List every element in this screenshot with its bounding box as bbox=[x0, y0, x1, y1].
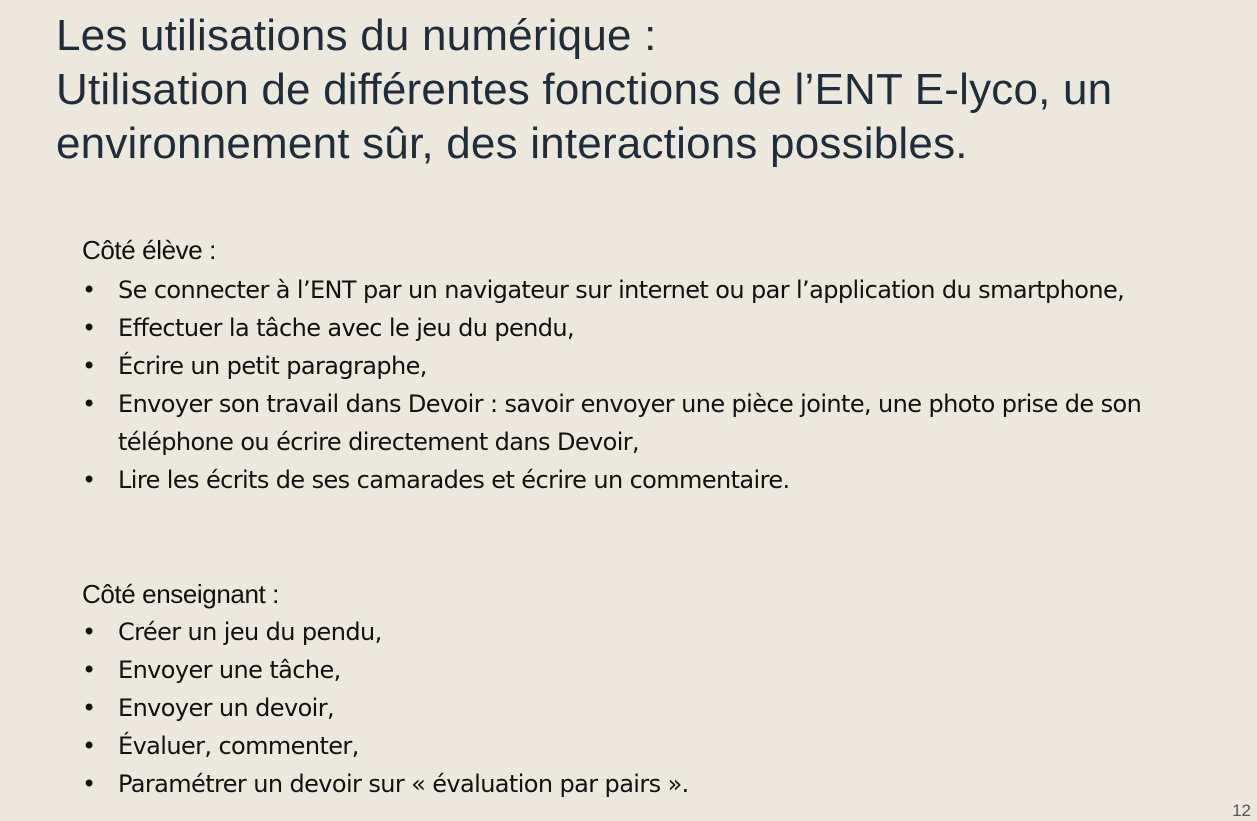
list-item-text: Se connecter à l’ENT par un navigateur sur internet ou par l’application du smartphone, bbox=[118, 276, 1125, 304]
list-item bbox=[82, 309, 1247, 347]
list-item bbox=[82, 689, 1247, 727]
list-item bbox=[82, 727, 1247, 765]
bullet-icon: • bbox=[82, 618, 96, 646]
list-item bbox=[82, 651, 1247, 689]
list-item bbox=[82, 613, 1247, 651]
list-item-text: Évaluer, commenter, bbox=[118, 732, 359, 760]
list-item-text: Envoyer un devoir, bbox=[118, 694, 335, 722]
section-heading-eleve: Côté élève : bbox=[82, 235, 216, 265]
list-item-text: Envoyer son travail dans Devoir : savoir envoyer une pièce jointe, une photo prise de son téléphone ou écrire directement dans Devoir, bbox=[118, 390, 1142, 456]
section-heading-enseignant: Côté enseignant : bbox=[82, 579, 280, 609]
bullet-icon: • bbox=[82, 732, 96, 760]
list-item-text: Envoyer une tâche, bbox=[118, 656, 341, 684]
bullet-icon: • bbox=[82, 694, 96, 722]
slide-title bbox=[56, 9, 1236, 171]
list-item-text: Paramétrer un devoir sur « évaluation par pairs ». bbox=[118, 770, 689, 798]
list-item bbox=[82, 385, 1247, 461]
slide-title-line-3: environnement sûr, des interactions possibles. bbox=[56, 119, 968, 168]
list-item-text: Écrire un petit paragraphe, bbox=[118, 352, 427, 380]
page-number: 12 bbox=[1232, 801, 1251, 820]
bullet-icon: • bbox=[82, 276, 96, 304]
bullet-icon: • bbox=[82, 656, 96, 684]
list-item bbox=[82, 271, 1247, 309]
list-item bbox=[82, 347, 1247, 385]
list-item-text: Effectuer la tâche avec le jeu du pendu, bbox=[118, 314, 575, 342]
slide-title-line-2: Utilisation de différentes fonctions de l’ENT E-lyco, un bbox=[56, 65, 1113, 114]
bullet-icon: • bbox=[82, 352, 96, 380]
bullet-icon: • bbox=[82, 390, 96, 418]
list-item-text: Lire les écrits de ses camarades et écrire un commentaire. bbox=[118, 466, 790, 494]
list-item bbox=[82, 765, 1247, 803]
enseignant-list bbox=[82, 613, 1247, 803]
bullet-icon: • bbox=[82, 466, 96, 494]
list-item-text: Créer un jeu du pendu, bbox=[118, 618, 382, 646]
eleve-list bbox=[82, 271, 1247, 499]
slide-title-line-1: Les utilisations du numérique : bbox=[56, 11, 657, 60]
list-item bbox=[82, 461, 1247, 499]
bullet-icon: • bbox=[82, 314, 96, 342]
bullet-icon: • bbox=[82, 770, 96, 798]
